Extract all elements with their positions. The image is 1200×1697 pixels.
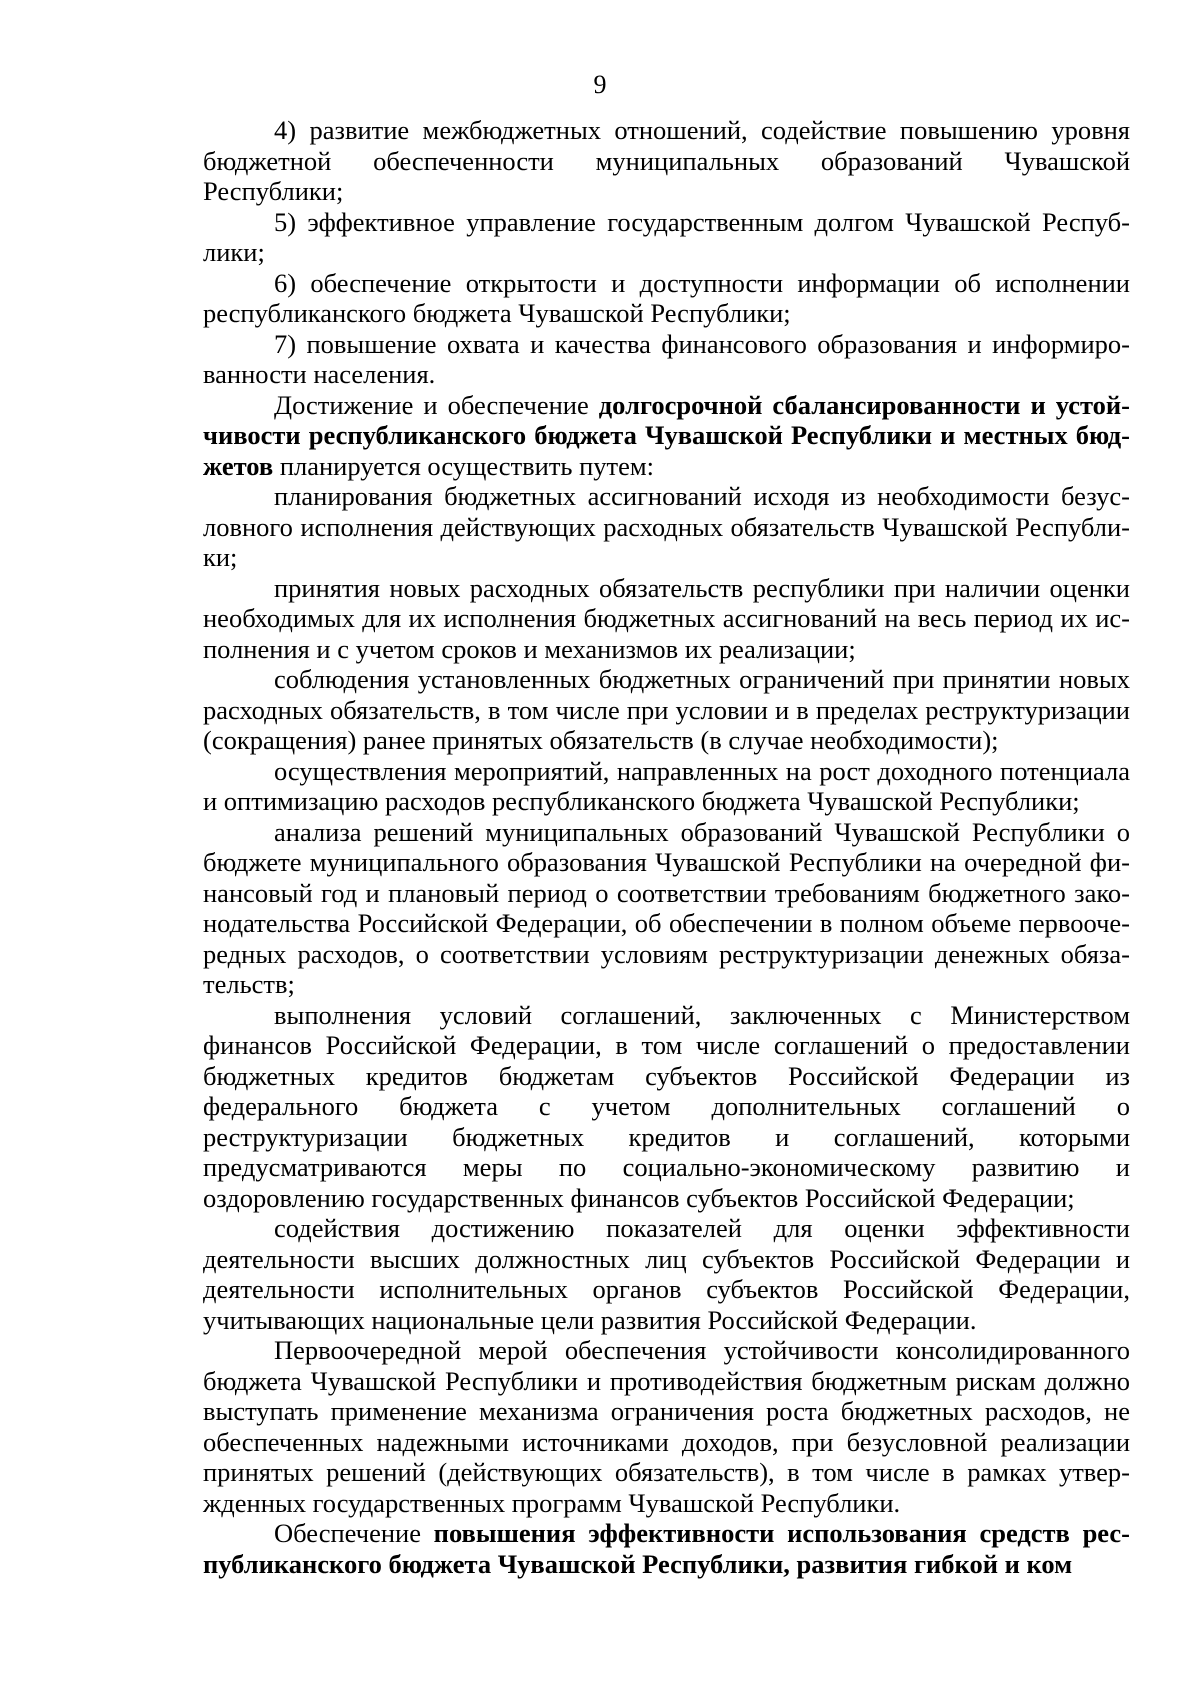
paragraph-planning: планирования бюджетных ассигнований исходя из необходимости безусловного исполнения действующих расходных обязательств Чувашской Республики; <box>203 481 1130 572</box>
paragraph-municipal-analysis: анализа решений муниципальных образований Чувашской Республики о бюджете муниципального образования Чувашской Республики на очередной финансовый год и плановый период о соответствии требованиям бюджетного законодательства Российской Федерации, об обеспечении в полном объеме первоочередных расходов, о соответствии условиям реструктуризации денежных обязательств; <box>203 816 1130 999</box>
paragraph-item-6: 6) обеспечение открытости и доступности информации об исполнении республиканского бюджета Чувашской Республики; <box>203 267 1130 328</box>
paragraph-balance-intro-emphasis: долгосрочной сбалансированности и устойчивости республиканского бюджета Чувашской Республики и местных бюджетов <box>203 389 1130 481</box>
paragraph-item-4: 4) развитие межбюджетных отношений, содействие повышению уровня бюджетной обеспеченности муниципальных образований Чувашской Республики; <box>203 115 1130 206</box>
paragraph-item-5: 5) эффективное управление государственным долгом Чувашской Республики; <box>203 206 1130 267</box>
page-number: 9 <box>593 70 607 99</box>
paragraph-new-obligations: принятия новых расходных обязательств республики при наличии оценки необходимых для их исполнения бюджетных ассигнований на весь период их исполнения и с учетом сроков и механизмов их реализации; <box>203 572 1130 664</box>
paragraph-balance-intro <box>203 390 1130 482</box>
paragraph-balance-intro-lead: Достижение и обеспечение <box>274 389 599 420</box>
paragraph-budget-limits: соблюдения установленных бюджетных ограничений при принятии новых расходных обязательств, в том числе при условии и в пределах реструктуризации (сокращения) ранее принятых обязательств (в случае необходимости); <box>203 664 1130 755</box>
paragraph-revenue-growth: осуществления мероприятий, направленных на рост доходного потенциала и оптимизацию расходов республиканского бюджета Чувашской Республики; <box>203 755 1130 816</box>
paragraph-priority-measure: Первоочередной мерой обеспечения устойчивости консолидированного бюджета Чувашской Республики и противодействия бюджетным рискам должно выступать применение механизма ограничения роста бюджетных расходов, не обеспеченных надежными источниками доходов, при безусловной реализации принятых решений (действующих обязательств), в том числе в рамках утвержденных государственных программ Чувашской Республики. <box>203 1335 1130 1518</box>
paragraph-agreements: выполнения условий соглашений, заключенных с Министерством финансов Российской Федерации, в том числе соглашений о предоставлении бюджетных кредитов бюджетам субъектов Российской Федерации из федерального бюджета с учетом дополнительных соглашений о реструктуризации бюджетных кредитов и соглашений, которыми предусматриваются меры по социально-экономическому развитию и оздоровлению государственных финансов субъектов Российской Федерации; <box>203 999 1130 1213</box>
paragraph-efficiency-intro-emphasis: повышения эффективности использования средств республиканского бюджета Чувашской Республики, развития гибкой и ком <box>203 1518 1130 1579</box>
document-body <box>203 115 1130 1579</box>
paragraph-balance-intro-tail: планируется осуществить путем: <box>273 450 655 481</box>
paragraph-performance-indicators: содействия достижению показателей для оценки эффективности деятельности высших должностных лиц субъектов Российской Федерации и деятельности исполнительных органов субъектов Российской Федерации, учитывающих национальные цели развития Российской Федерации. <box>203 1213 1130 1335</box>
paragraph-item-7: 7) повышение охвата и качества финансового образования и информированности населения. <box>203 328 1130 389</box>
paragraph-efficiency-intro <box>203 1518 1130 1579</box>
paragraph-efficiency-intro-lead: Обеспечение <box>274 1518 434 1548</box>
